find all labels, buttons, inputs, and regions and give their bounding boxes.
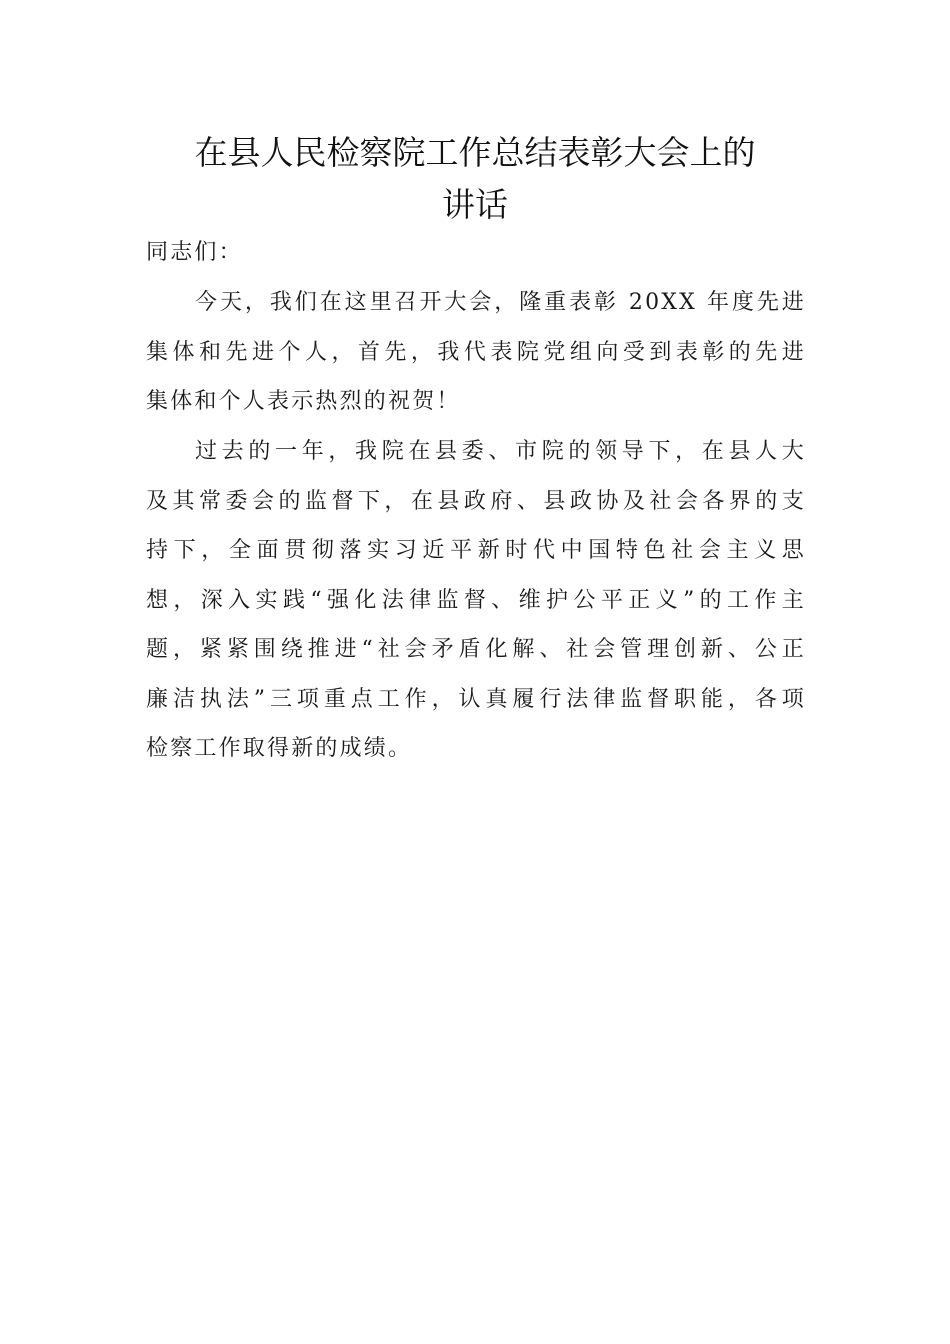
paragraph-2-line: 廉洁执法”三项重点工作，认真履行法律监督职能，各项 (146, 686, 806, 712)
document-title-line-1: 在县人民检察院工作总结表彰大会上的 (194, 133, 756, 172)
paragraph-2-line: 检察工作取得新的成绩。 (146, 736, 413, 761)
salutation: 同志们： (146, 240, 243, 265)
paragraph-2-line: 题，紧紧围绕推进“社会矛盾化解、社会管理创新、公正 (146, 637, 806, 662)
paragraph-2-line: 及其常委会的监督下，在县政府、县政协及社会各界的支 (146, 488, 806, 514)
paragraph-1-line: 集体和个人表示热烈的祝贺！ (146, 389, 461, 414)
paragraph-1-line: 集体和先进个人，首先，我代表院党组向受到表彰的先进 (146, 339, 806, 365)
paragraph-2-line: 持下，全面贯彻落实习近平新时代中国特色社会主义思 (146, 538, 806, 563)
paragraph-2-line: 想，深入实践“强化法律监督、维护公平正义”的工作主 (146, 587, 806, 613)
paragraph-1-line: 今天，我们在这里召开大会，隆重表彰 20XX 年度先进 (195, 290, 806, 315)
paragraph-1 (146, 278, 806, 427)
paragraph-2 (146, 427, 806, 774)
document-title-line-2: 讲话 (442, 185, 508, 224)
paragraph-2-line: 过去的一年，我院在县委、市院的领导下，在县人大 (195, 439, 806, 464)
